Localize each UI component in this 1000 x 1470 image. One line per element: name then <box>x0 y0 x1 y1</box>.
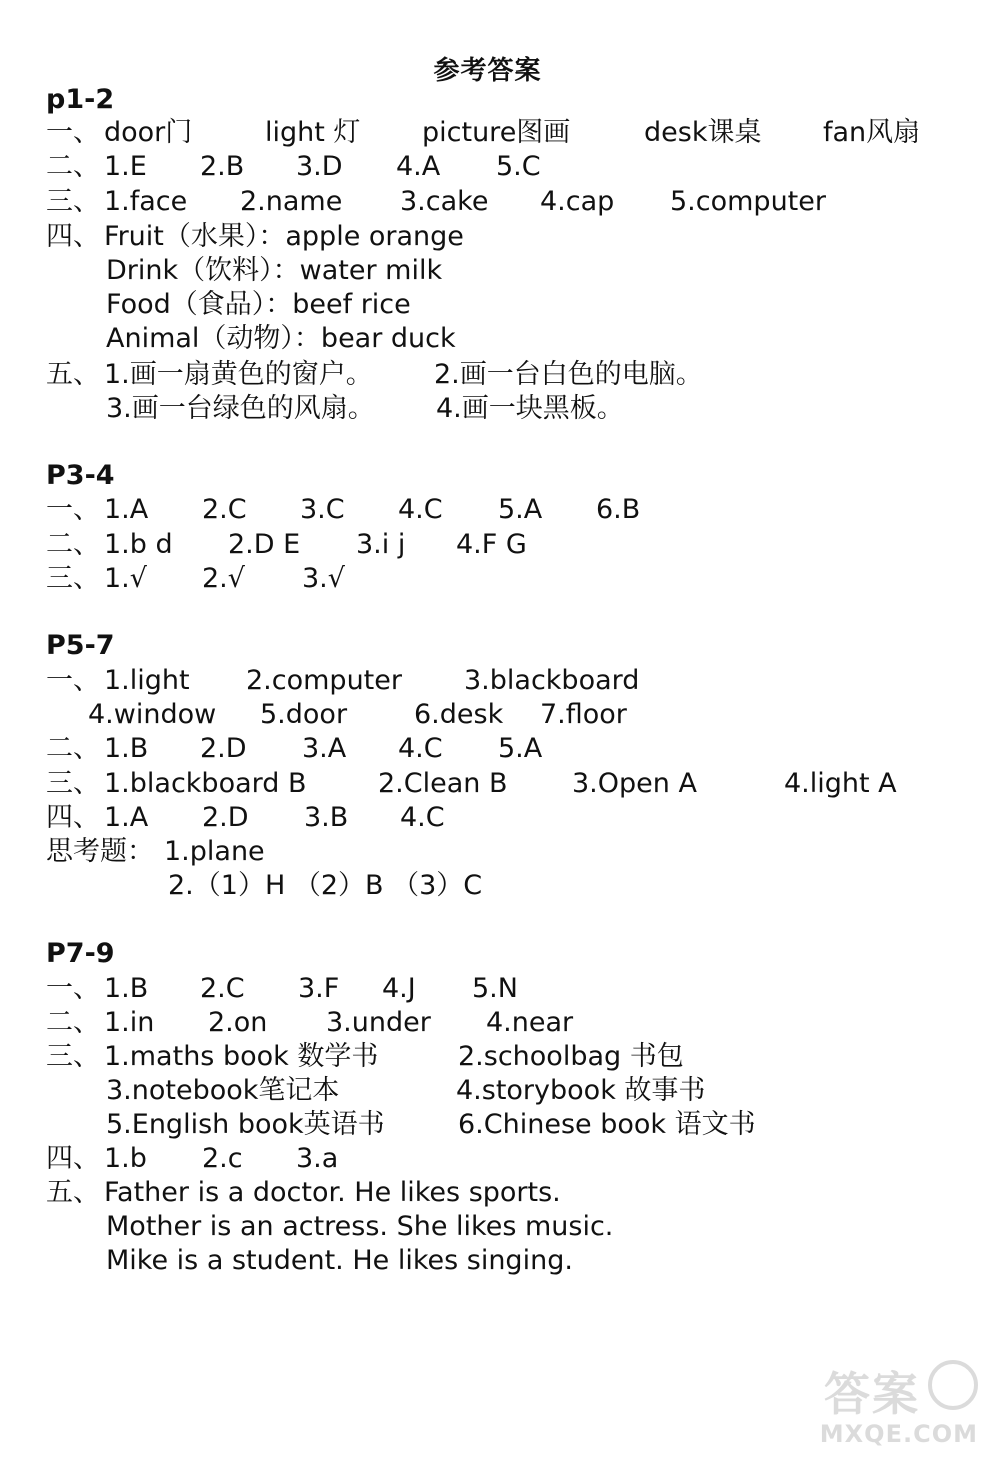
watermark-logo <box>788 1358 978 1448</box>
question-label: 一、 <box>46 494 100 525</box>
answer-line <box>46 528 946 562</box>
question-label: 三、 <box>46 186 100 217</box>
answer-item: 4.C <box>400 802 445 833</box>
answer-line <box>46 1006 946 1040</box>
answer-item: 3.A <box>302 733 347 764</box>
answer-item: 3.a <box>296 1143 339 1174</box>
answer-item: 4.F G <box>456 529 527 560</box>
question-label: 三、 <box>46 1041 100 1072</box>
answer-item: 3.i j <box>356 529 406 560</box>
answer-item: 2.schoolbag 书包 <box>458 1041 684 1072</box>
answer-item: 2.on <box>208 1007 268 1038</box>
answer-item: Animal（动物）：bear duck <box>106 323 456 354</box>
answer-line <box>46 288 946 322</box>
answer-item: 5.English book英语书 <box>106 1109 385 1140</box>
answer-item: 3.√ <box>302 563 345 594</box>
answer-line <box>46 562 946 596</box>
answer-line <box>46 664 946 698</box>
answer-item: 2.C <box>200 973 245 1004</box>
answer-item: 7.floor <box>540 699 627 730</box>
answer-item: 1.in <box>104 1007 155 1038</box>
question-label: 四、 <box>46 1143 100 1174</box>
answer-line <box>46 185 946 219</box>
answer-item: 3.F <box>298 973 340 1004</box>
answer-item: 2.computer <box>246 665 402 696</box>
answer-item: 5.computer <box>670 186 826 217</box>
answer-line <box>46 801 946 835</box>
answer-item: Drink（饮料）：water milk <box>106 255 443 286</box>
answer-item: desk课桌 <box>644 117 762 148</box>
question-label: 五、 <box>46 359 100 390</box>
answer-item: 2.C <box>202 494 247 525</box>
answer-line <box>46 1040 946 1074</box>
answer-item: 1.plane <box>164 836 265 867</box>
answer-line <box>46 392 946 426</box>
answer-item: 2.B <box>200 151 245 182</box>
answer-item: 2.（1）H （2）B （3）C <box>168 870 483 901</box>
answer-item: 2.c <box>202 1143 243 1174</box>
answer-item: 4.A <box>396 151 441 182</box>
answer-line <box>46 322 946 356</box>
answer-line <box>46 493 946 527</box>
answer-item: 1.A <box>104 802 149 833</box>
answer-line <box>46 358 946 392</box>
answer-item: 1.b d <box>104 529 173 560</box>
answer-item: 2.画一台白色的电脑。 <box>434 359 703 390</box>
answer-item: 1.E <box>104 151 147 182</box>
answer-item: 4.cap <box>540 186 615 217</box>
answer-item: 2.D <box>202 802 249 833</box>
answer-item: 2.D E <box>228 529 301 560</box>
answer-item: 6.B <box>596 494 641 525</box>
answer-item: 6.desk <box>414 699 504 730</box>
question-label: 二、 <box>46 1007 100 1038</box>
answer-item: 2.Clean B <box>378 768 508 799</box>
answer-item: 1.face <box>104 186 188 217</box>
answer-item: light 灯 <box>265 117 361 148</box>
answer-line <box>46 869 946 903</box>
question-label: 二、 <box>46 151 100 182</box>
answer-line <box>46 254 946 288</box>
answer-line <box>46 1176 946 1210</box>
answer-item: 3.Open A <box>572 768 697 799</box>
answer-line <box>46 1074 946 1108</box>
answer-item: 3.D <box>296 151 343 182</box>
answer-line <box>46 150 946 184</box>
question-label: 四、 <box>46 802 100 833</box>
answer-item: 1.b <box>104 1143 147 1174</box>
answer-line <box>46 835 946 869</box>
document-title: 参考答案 <box>433 56 542 86</box>
watermark-domain: MXQE.COM <box>819 1420 978 1448</box>
answer-item: Mike is a student. He likes singing. <box>106 1245 573 1276</box>
question-label: 四、 <box>46 221 100 252</box>
answer-line <box>46 698 946 732</box>
answer-item: 1.maths book 数学书 <box>104 1041 379 1072</box>
answer-line <box>46 1108 946 1142</box>
answer-item: 4.画一块黑板。 <box>436 393 624 424</box>
answer-item: 4.C <box>398 733 443 764</box>
answer-item: 3.画一台绿色的风扇。 <box>106 393 375 424</box>
answer-item: Fruit（水果）：apple orange <box>104 221 464 252</box>
answer-item: 4.C <box>398 494 443 525</box>
answer-item: 5.A <box>498 733 543 764</box>
answer-item: 3.cake <box>400 186 489 217</box>
question-label: 一、 <box>46 665 100 696</box>
answer-item: 5.C <box>496 151 541 182</box>
question-label: 二、 <box>46 733 100 764</box>
answer-line <box>46 972 946 1006</box>
answer-item: 2.√ <box>202 563 245 594</box>
watermark-seal-icon <box>928 1360 978 1410</box>
answer-item: fan风扇 <box>823 117 921 148</box>
answer-line <box>46 767 946 801</box>
answer-line <box>46 1210 946 1244</box>
answer-item: 6.Chinese book 语文书 <box>458 1109 756 1140</box>
answer-line <box>46 732 946 766</box>
answer-item: picture图画 <box>422 117 571 148</box>
answer-item: 4.window <box>88 699 217 730</box>
answer-item: 1.light <box>104 665 190 696</box>
answer-item: 1.B <box>104 973 149 1004</box>
answer-item: 2.name <box>240 186 343 217</box>
answer-item: 4.storybook 故事书 <box>456 1075 706 1106</box>
answer-item: 4.near <box>486 1007 574 1038</box>
answer-line <box>46 1244 946 1278</box>
section-heading-p3-4: P3-4 <box>46 460 115 491</box>
answer-item: 1.B <box>104 733 149 764</box>
answer-item: 3.C <box>300 494 345 525</box>
answer-item: 1.画一扇黄色的窗户。 <box>104 359 373 390</box>
question-label: 一、 <box>46 973 100 1004</box>
question-label: 二、 <box>46 529 100 560</box>
answer-item: 3.under <box>326 1007 431 1038</box>
answer-line <box>46 220 946 254</box>
answer-item: 3.blackboard <box>464 665 640 696</box>
answer-line <box>46 1142 946 1176</box>
answer-item: 4.J <box>382 973 416 1004</box>
answer-item: 2.D <box>200 733 247 764</box>
answer-item: 3.notebook笔记本 <box>106 1075 340 1106</box>
answer-item: door门 <box>104 117 193 148</box>
question-label: 五、 <box>46 1177 100 1208</box>
answer-item: 3.B <box>304 802 349 833</box>
answer-item: 1.blackboard B <box>104 768 307 799</box>
watermark-text: 答案 <box>824 1367 920 1421</box>
section-heading-p7-9: P7-9 <box>46 938 115 969</box>
answer-item: 5.A <box>498 494 543 525</box>
section-heading-p5-7: P5-7 <box>46 630 115 661</box>
answer-item: Food（食品）：beef rice <box>106 289 411 320</box>
question-label: 思考题： <box>46 836 154 867</box>
answer-item: 1.A <box>104 494 149 525</box>
question-label: 一、 <box>46 117 100 148</box>
answer-item: 1.√ <box>104 563 147 594</box>
question-label: 三、 <box>46 563 100 594</box>
answer-item: Father is a doctor. He likes sports. <box>104 1177 561 1208</box>
answer-line <box>46 116 946 150</box>
answer-item: 4.light A <box>784 768 897 799</box>
section-heading-p1-2: p1-2 <box>46 84 115 115</box>
question-label: 三、 <box>46 768 100 799</box>
answer-item: 5.N <box>472 973 518 1004</box>
answer-item: Mother is an actress. She likes music. <box>106 1211 614 1242</box>
answer-item: 5.door <box>260 699 348 730</box>
